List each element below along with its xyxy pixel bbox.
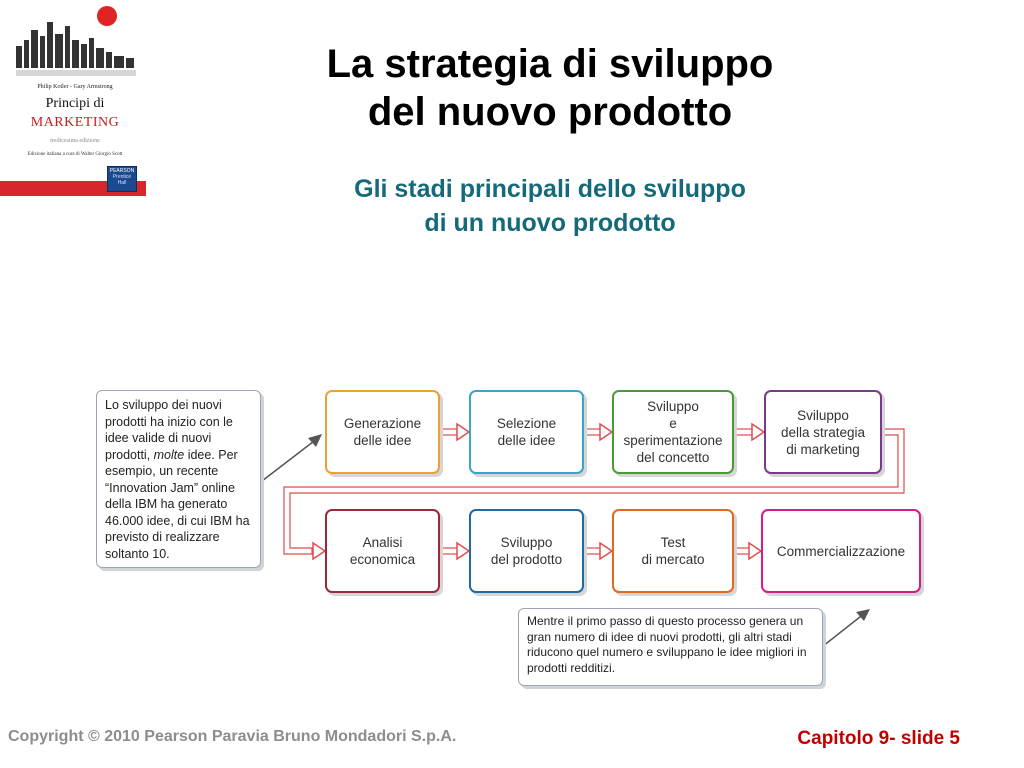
- stage-label: [350, 534, 415, 568]
- page-subtitle-line1: Gli stadi principali dello sviluppo: [354, 175, 746, 203]
- stage-label-line: Sviluppo: [647, 399, 699, 414]
- stage-label-line: Selezione: [496, 416, 557, 431]
- note-right-text: Mentre il primo passo di questo processo genera un gran numero di idee di nuovi prodotti, gli altri stadi riducono quel numero e sviluppano le idee migliori in prodotti redditizi.: [527, 614, 807, 675]
- page-title-line2: del nuovo prodotto: [367, 90, 733, 134]
- flow-connector-2-head: [600, 424, 612, 440]
- cover-edition: tredicesima edizione: [50, 138, 100, 144]
- stage-analisi-economica: [325, 509, 440, 593]
- note-right-callout: [518, 608, 823, 686]
- stage-label: [777, 543, 905, 560]
- note-right-pointer: [818, 613, 865, 650]
- note-left-text-before: Lo sviluppo dei nuovi prodotti ha inizio con le idee valide di nuovi prodotti,: [105, 398, 233, 462]
- stage-selezione-idee: [469, 390, 584, 474]
- copyright-footer: Copyright © 2010 Pearson Paravia Bruno Mondadori S.p.A.: [8, 728, 457, 745]
- stage-label: [491, 534, 562, 568]
- stage-label: [623, 398, 722, 466]
- stage-label-line: Test: [660, 535, 686, 550]
- stage-label-line: Sviluppo: [500, 535, 553, 550]
- stage-label-line: di mercato: [641, 552, 705, 567]
- stage-label: [641, 534, 704, 568]
- cover-title-line1: Principi di: [45, 96, 105, 111]
- stage-test-mercato: [612, 509, 734, 593]
- stage-label-line: Commercializzazione: [776, 543, 906, 559]
- stage-label: [781, 407, 865, 458]
- stage-label: [497, 415, 556, 449]
- publisher-line2: Prentice Hall: [112, 174, 132, 186]
- stage-label: [344, 415, 421, 449]
- stage-label-line: Generazione: [343, 416, 422, 431]
- flow-connector-5: [440, 548, 459, 554]
- flow-connector-1: [440, 429, 459, 435]
- stage-label-line: sperimentazione: [623, 433, 723, 448]
- flow-connector-1-head: [457, 424, 469, 440]
- stage-label-line: delle idee: [353, 433, 412, 448]
- flow-connector-5-head: [457, 543, 469, 559]
- stage-label-line: di marketing: [786, 441, 860, 457]
- stage-strategia-marketing: [764, 390, 882, 474]
- cover-authors: Philip Kotler - Gary Armstrong: [37, 84, 113, 90]
- stage-label-line: delle idee: [497, 433, 556, 448]
- slide-number: Capitolo 9- slide 5: [797, 728, 960, 749]
- stage-label-line: del prodotto: [490, 552, 563, 567]
- flow-connector-3-head: [752, 424, 764, 440]
- stage-generazione-idee: [325, 390, 440, 474]
- stage-label-line: Analisi: [362, 535, 403, 550]
- stage-label-line: del concetto: [636, 450, 710, 465]
- stage-label-line: della strategia: [780, 424, 866, 440]
- page-subtitle-line2: di un nuovo prodotto: [424, 209, 676, 237]
- cover-title-line2: MARKETING: [30, 115, 120, 130]
- publisher-line1: PEARSON: [109, 168, 135, 174]
- stage-sviluppo-concetto: [612, 390, 734, 474]
- note-left-callout: [96, 390, 261, 568]
- stage-label-line: economica: [349, 552, 416, 567]
- note-left-text-after: idee. Per esempio, un recente “Innovation Jam” online della IBM ha generato 46.000 idee, di cui IBM ha previsto di realizzare soltanto 10.: [105, 447, 250, 561]
- note-left-emphasis: molte: [153, 447, 185, 462]
- flow-connector-wrap-head: [313, 543, 325, 559]
- stage-label-line: e: [669, 416, 677, 431]
- flow-connector-6-head: [600, 543, 612, 559]
- page-title-line1: La strategia di sviluppo: [326, 42, 774, 86]
- stage-commercializzazione: [761, 509, 921, 593]
- stage-sviluppo-prodotto: [469, 509, 584, 593]
- note-left-pointer-head: [308, 434, 322, 447]
- cover-curated: Edizione italiana a cura di Walter Giorgio Scott: [27, 152, 123, 157]
- stage-label-line: Sviluppo: [797, 407, 849, 423]
- flow-connector-3: [734, 429, 754, 435]
- flow-connector-7-head: [749, 543, 761, 559]
- note-left-pointer: [262, 438, 318, 481]
